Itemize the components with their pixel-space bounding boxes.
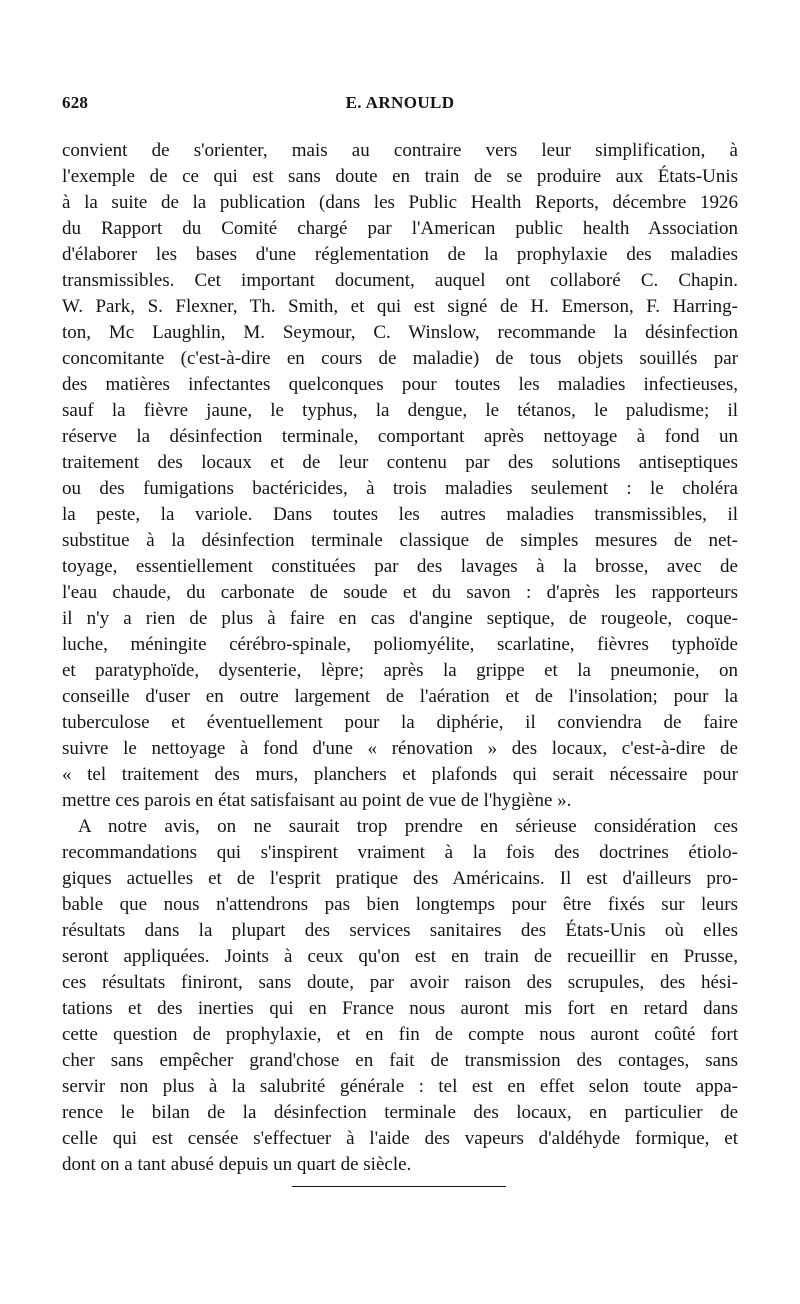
text-line: bable que nous n'attendrons pas bien longtemps pour être fixés sur leurs: [62, 894, 738, 915]
text-line: rence le bilan de la désinfection terminale des locaux, en particulier de: [62, 1102, 738, 1123]
text-line: celle qui est censée s'effectuer à l'aide des vapeurs d'aldéhyde formique, et: [62, 1128, 738, 1149]
text-line: d'élaborer les bases d'une réglementation de la prophylaxie des maladies: [62, 244, 738, 265]
body-text: [62, 138, 738, 1178]
text-line: concomitante (c'est-à-dire en cours de maladie) de tous objets souillés par: [62, 348, 738, 369]
text-line: réserve la désinfection terminale, comportant après nettoyage à fond un: [62, 426, 738, 447]
text-line: « tel traitement des murs, planchers et plafonds qui serait nécessaire pour: [62, 764, 738, 785]
text-line: résultats dans la plupart des services sanitaires des États-Unis où elles: [62, 920, 738, 941]
text-line: suivre le nettoyage à fond d'une « rénovation » des locaux, c'est-à-dire de: [62, 738, 738, 759]
text-line: cher sans empêcher grand'chose en fait de transmission des contages, sans: [62, 1050, 738, 1071]
text-line: ou des fumigations bactéricides, à trois maladies seulement : le choléra: [62, 478, 738, 499]
text-line: ton, Mc Laughlin, M. Seymour, C. Winslow, recommande la désinfection: [62, 322, 738, 343]
text-line: substitue à la désinfection terminale classique de simples mesures de net-: [62, 530, 738, 551]
text-line: du Rapport du Comité chargé par l'American public health Association: [62, 218, 738, 239]
running-head-author: E. ARNOULD: [345, 93, 455, 112]
page-number: 628: [62, 93, 89, 112]
text-line: luche, méningite cérébro-spinale, poliomyélite, scarlatine, fièvres typhoïde: [62, 634, 738, 655]
text-line: transmissibles. Cet important document, auquel ont collaboré C. Chapin.: [62, 270, 738, 291]
text-line: ces résultats finiront, sans doute, par avoir raison des scrupules, des hési-: [62, 972, 738, 993]
text-line: cette question de prophylaxie, et en fin de compte nous auront coûté fort: [62, 1024, 738, 1045]
text-line: toyage, essentiellement constituées par des lavages à la brosse, avec de: [62, 556, 738, 577]
paragraph-1: [62, 138, 738, 814]
text-line: l'eau chaude, du carbonate de soude et du savon : d'après les rapporteurs: [62, 582, 738, 603]
text-line: la peste, la variole. Dans toutes les autres maladies transmissibles, il: [62, 504, 738, 525]
text-line: sauf la fièvre jaune, le typhus, la dengue, le tétanos, le paludisme; il: [62, 400, 738, 421]
text-line: seront appliquées. Joints à ceux qu'on est en train de recueillir en Prusse,: [62, 946, 738, 967]
text-line: tations et des inerties qui en France nous auront mis fort en retard dans: [62, 998, 738, 1019]
text-line: convient de s'orienter, mais au contraire vers leur simplification, à: [62, 140, 738, 161]
text-line: dont on a tant abusé depuis un quart de siècle.: [62, 1154, 412, 1175]
text-line: mettre ces parois en état satisfaisant au point de vue de l'hygiène ».: [62, 790, 572, 811]
text-line: A notre avis, on ne saurait trop prendre en sérieuse considération ces: [78, 816, 738, 837]
text-line: servir non plus à la salubrité générale : tel est en effet selon toute appa-: [62, 1076, 738, 1097]
text-line: à la suite de la publication (dans les Public Health Reports, décembre 1926: [62, 192, 738, 213]
text-line: conseille d'user en outre largement de l'aération et de l'insolation; pour la: [62, 686, 738, 707]
text-line: traitement des locaux et de leur contenu par des solutions antiseptiques: [62, 452, 738, 473]
text-line: l'exemple de ce qui est sans doute en train de se produire aux États-Unis: [62, 166, 738, 187]
text-line: et paratyphoïde, dysenterie, lèpre; après la grippe et la pneumonie, on: [62, 660, 738, 681]
text-line: W. Park, S. Flexner, Th. Smith, et qui est signé de H. Emerson, F. Harring-: [62, 296, 738, 317]
paragraph-2: [62, 814, 738, 1178]
text-line: giques actuelles et de l'esprit pratique des Américains. Il est d'ailleurs pro-: [62, 868, 738, 889]
end-rule: [292, 1186, 506, 1187]
text-line: des matières infectantes quelconques pour toutes les maladies infectieuses,: [62, 374, 738, 395]
text-line: il n'y a rien de plus à faire en cas d'angine septique, de rougeole, coque-: [62, 608, 738, 629]
text-line: tuberculose et éventuellement pour la diphérie, il conviendra de faire: [62, 712, 738, 733]
page-header: [62, 93, 738, 115]
text-line: recommandations qui s'inspirent vraiment à la fois des doctrines étiolo-: [62, 842, 738, 863]
